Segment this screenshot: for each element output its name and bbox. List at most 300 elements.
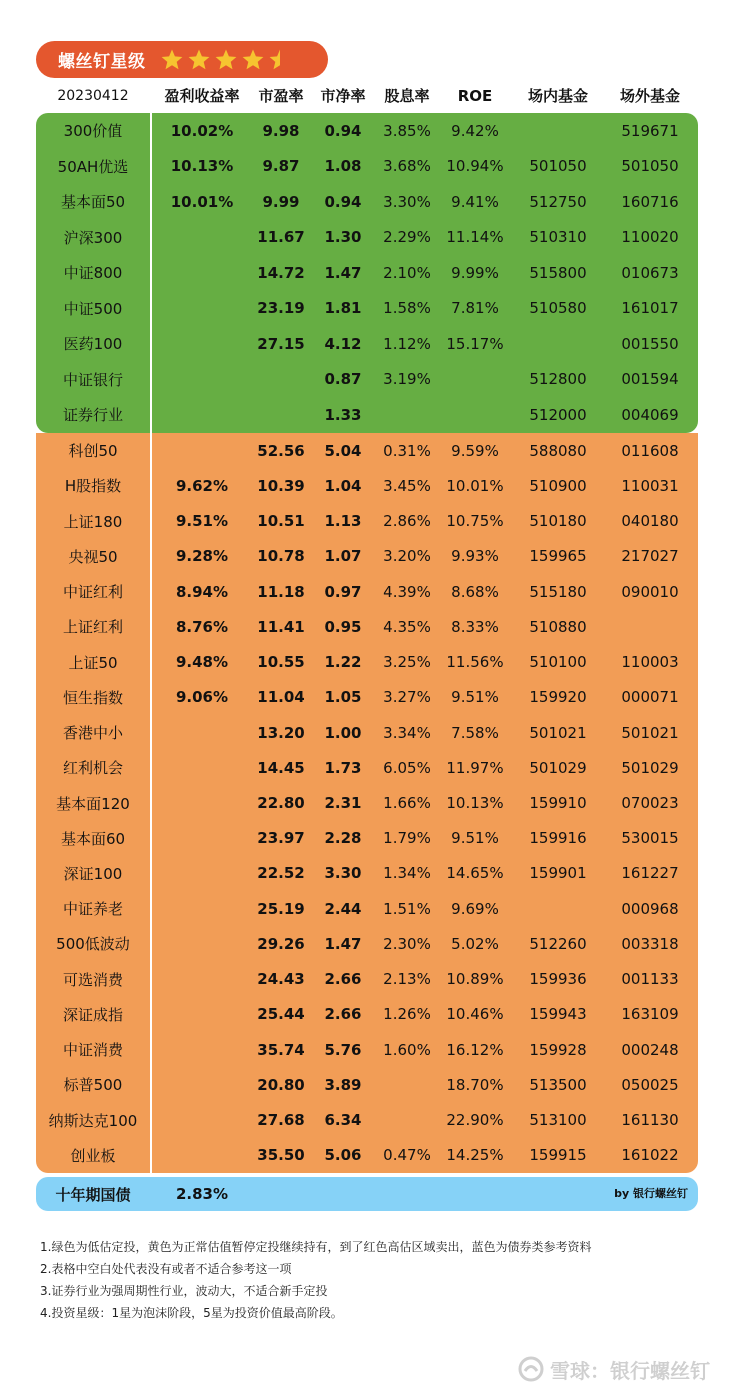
cell-yield: 9.48% xyxy=(175,653,229,672)
table-row xyxy=(36,1067,698,1102)
cell-name: 纳斯达克100 xyxy=(48,1111,138,1130)
cell-roe: 8.68% xyxy=(451,582,499,601)
cell-exchange-fund: 510880 xyxy=(529,617,587,636)
cell-exchange-fund xyxy=(510,326,606,362)
cell-dividend xyxy=(372,397,442,433)
cell-yield xyxy=(150,1103,254,1138)
cell-dividend: 3.68% xyxy=(383,157,431,176)
cell-pb: 0.94 xyxy=(324,192,362,211)
cell-pe: 9.99 xyxy=(262,192,300,211)
cell-otc-fund: 090010 xyxy=(621,582,679,601)
cell-exchange-fund: 159943 xyxy=(529,1005,587,1024)
table-row xyxy=(36,503,698,538)
cell-exchange-fund: 510100 xyxy=(529,653,587,672)
table-row xyxy=(36,1103,698,1138)
cell-pe: 29.26 xyxy=(257,934,305,953)
cell-yield xyxy=(150,997,254,1032)
cell-pb: 2.44 xyxy=(324,899,362,918)
cell-pe: 13.20 xyxy=(257,723,305,742)
cell-dividend: 2.86% xyxy=(383,512,431,531)
table-row xyxy=(36,468,698,503)
cell-pb: 0.87 xyxy=(324,370,362,389)
cell-name: 可选消费 xyxy=(62,970,123,989)
cell-yield xyxy=(150,785,254,820)
cell-name: 中证养老 xyxy=(62,900,123,919)
cell-exchange-fund: 159928 xyxy=(529,1040,587,1059)
header-pe: 市盈率 xyxy=(258,87,304,105)
cell-otc-fund: 001133 xyxy=(621,970,679,989)
cell-roe: 9.69% xyxy=(451,899,499,918)
cell-name: 沪深300 xyxy=(63,228,123,247)
cell-pe: 27.15 xyxy=(257,334,305,353)
cell-pe: 25.44 xyxy=(257,1005,305,1024)
cell-pb: 2.66 xyxy=(324,1005,362,1024)
cell-pe: 35.74 xyxy=(257,1040,305,1059)
cell-pb: 1.81 xyxy=(324,299,362,318)
bond-row xyxy=(36,1177,698,1211)
cell-yield xyxy=(150,255,254,291)
table-row xyxy=(36,856,698,891)
star-full-icon xyxy=(241,48,265,72)
cell-yield: 10.02% xyxy=(170,121,234,140)
cell-pb: 3.30 xyxy=(324,864,362,883)
cell-pe: 35.50 xyxy=(257,1146,305,1165)
cell-name: 50AH优选 xyxy=(57,157,129,176)
cell-otc-fund: 163109 xyxy=(621,1005,679,1024)
cell-otc-fund: 161017 xyxy=(621,299,679,318)
table-row xyxy=(36,644,698,679)
watermark-text: 雪球：银行螺丝钉 xyxy=(550,1358,710,1383)
cell-otc-fund: 040180 xyxy=(621,512,679,531)
cell-pe xyxy=(248,362,314,398)
cell-yield: 8.94% xyxy=(175,582,229,601)
note-1: 1.绿色为低估定投，黄色为正常估值暂停定投继续持有，到了红色高估区域卖出，蓝色为债券类参考资料 xyxy=(40,1240,592,1254)
cell-pb: 0.94 xyxy=(324,121,362,140)
cell-dividend: 1.79% xyxy=(383,829,431,848)
cell-pe: 24.43 xyxy=(257,970,305,989)
cell-yield: 9.28% xyxy=(175,547,229,566)
cell-name: 创业板 xyxy=(70,1146,116,1165)
cell-exchange-fund: 501029 xyxy=(529,758,587,777)
cell-pe: 9.98 xyxy=(262,121,300,140)
cell-roe: 10.13% xyxy=(446,794,504,812)
cell-roe: 7.58% xyxy=(451,723,499,742)
header-roe: ROE xyxy=(457,87,493,105)
table-row xyxy=(36,113,698,149)
header-exchange-fund: 场内基金 xyxy=(527,87,588,105)
table-row xyxy=(36,609,698,644)
cell-pb: 1.47 xyxy=(324,934,362,953)
cell-yield: 9.62% xyxy=(175,476,229,495)
cell-dividend: 3.45% xyxy=(383,476,431,495)
star-full-icon xyxy=(160,48,184,72)
header-yield: 盈利收益率 xyxy=(164,87,240,105)
cell-exchange-fund: 501021 xyxy=(529,723,587,742)
cell-otc-fund: 010673 xyxy=(621,263,679,282)
cell-pe: 9.87 xyxy=(262,157,300,176)
undervalued-group xyxy=(36,113,698,433)
cell-pe: 11.18 xyxy=(257,582,305,601)
table-row xyxy=(36,715,698,750)
cell-otc-fund: 050025 xyxy=(621,1075,679,1094)
cell-pe: 20.80 xyxy=(257,1075,305,1094)
watermark xyxy=(518,1354,710,1384)
cell-exchange-fund: 510180 xyxy=(529,512,587,531)
cell-yield xyxy=(150,433,254,468)
cell-name: 300价值 xyxy=(63,122,123,141)
cell-exchange-fund: 513100 xyxy=(529,1111,587,1130)
cell-dividend: 1.12% xyxy=(383,334,431,353)
cell-name: 上证180 xyxy=(63,512,123,531)
cell-dividend xyxy=(372,1067,442,1102)
cell-name: 上证50 xyxy=(68,653,118,672)
cell-pb: 6.34 xyxy=(324,1111,362,1130)
cell-exchange-fund: 501050 xyxy=(529,157,587,176)
cell-pe: 10.39 xyxy=(257,476,305,495)
cell-roe: 9.59% xyxy=(451,441,499,460)
cell-pe: 22.52 xyxy=(257,864,305,883)
table-header xyxy=(36,84,698,108)
star-full-icon xyxy=(214,48,238,72)
cell-name: 上证红利 xyxy=(62,618,123,637)
cell-pb: 5.04 xyxy=(324,441,362,460)
cell-roe: 9.41% xyxy=(451,192,499,211)
header-date: 20230412 xyxy=(57,88,129,104)
bond-name: 十年期国债 xyxy=(55,1185,131,1204)
cell-otc-fund: 161022 xyxy=(621,1146,679,1165)
cell-exchange-fund: 510900 xyxy=(529,476,587,495)
cell-roe: 10.01% xyxy=(446,476,504,495)
notes xyxy=(40,1236,720,1324)
cell-pb: 0.95 xyxy=(324,617,362,636)
cell-dividend: 2.29% xyxy=(383,228,431,247)
cell-dividend: 2.10% xyxy=(383,263,431,282)
cell-pe: 11.67 xyxy=(257,228,305,247)
cell-pb: 1.07 xyxy=(324,547,362,566)
snowball-icon xyxy=(518,1356,544,1382)
table-row xyxy=(36,1032,698,1067)
cell-exchange-fund: 159965 xyxy=(529,547,587,566)
cell-otc-fund: 000071 xyxy=(621,688,679,707)
cell-yield: 9.06% xyxy=(175,688,229,707)
cell-yield xyxy=(150,821,254,856)
cell-name: 香港中小 xyxy=(62,724,123,743)
cell-dividend: 6.05% xyxy=(383,758,431,777)
cell-roe: 15.17% xyxy=(446,334,504,353)
cell-pb: 1.22 xyxy=(324,653,362,672)
cell-name: 中证消费 xyxy=(62,1041,123,1060)
cell-exchange-fund: 510580 xyxy=(529,299,587,318)
cell-dividend: 3.85% xyxy=(383,121,431,140)
cell-dividend xyxy=(372,1103,442,1138)
cell-yield xyxy=(150,926,254,961)
cell-roe: 9.51% xyxy=(451,829,499,848)
cell-pe: 11.04 xyxy=(257,688,305,707)
cell-name: 中证500 xyxy=(63,299,123,318)
cell-pb: 4.12 xyxy=(324,334,362,353)
cell-pe: 10.51 xyxy=(257,512,305,531)
cell-yield: 8.76% xyxy=(175,617,229,636)
table-row xyxy=(36,680,698,715)
cell-otc-fund: 519671 xyxy=(621,121,679,140)
cell-roe: 10.89% xyxy=(446,970,504,989)
cell-exchange-fund: 588080 xyxy=(529,441,587,460)
cell-otc-fund: 110031 xyxy=(621,476,679,495)
cell-dividend: 2.30% xyxy=(383,934,431,953)
table-row xyxy=(36,821,698,856)
cell-yield: 9.51% xyxy=(175,512,229,531)
table-row xyxy=(36,997,698,1032)
table-row xyxy=(36,326,698,362)
cell-roe: 10.75% xyxy=(446,512,504,531)
cell-dividend: 1.66% xyxy=(383,794,431,812)
cell-dividend: 2.13% xyxy=(383,970,431,989)
cell-roe: 11.97% xyxy=(446,758,504,777)
cell-dividend: 3.25% xyxy=(383,653,431,672)
header-pb: 市净率 xyxy=(320,87,366,105)
cell-dividend: 4.35% xyxy=(383,617,431,636)
normal-valuation-group xyxy=(36,433,698,1173)
cell-pb: 1.33 xyxy=(324,405,362,424)
cell-exchange-fund xyxy=(510,113,606,149)
cell-dividend: 1.51% xyxy=(383,899,431,918)
cell-yield xyxy=(150,220,254,256)
cell-yield xyxy=(150,326,254,362)
bond-yield: 2.83% xyxy=(175,1185,229,1203)
cell-name: 中证银行 xyxy=(62,370,123,389)
cell-dividend: 1.58% xyxy=(383,299,431,318)
table-row xyxy=(36,539,698,574)
cell-name: 红利机会 xyxy=(62,759,123,778)
cell-pb: 1.30 xyxy=(324,228,362,247)
cell-exchange-fund: 159915 xyxy=(529,1146,587,1165)
cell-yield xyxy=(150,397,254,433)
cell-pb: 2.28 xyxy=(324,829,362,848)
cell-yield xyxy=(150,1138,254,1173)
cell-otc-fund: 501029 xyxy=(621,758,679,777)
table-row xyxy=(36,291,698,327)
cell-dividend: 1.26% xyxy=(383,1005,431,1024)
star-rating-badge xyxy=(36,41,328,78)
cell-pe: 25.19 xyxy=(257,899,305,918)
cell-name: 标普500 xyxy=(63,1076,123,1095)
cell-roe: 11.56% xyxy=(446,653,504,672)
cell-roe: 9.42% xyxy=(451,121,499,140)
cell-exchange-fund: 159901 xyxy=(529,864,587,883)
cell-otc-fund: 070023 xyxy=(621,794,679,812)
cell-name: 基本面60 xyxy=(60,829,126,848)
badge-title: 螺丝钉星级 xyxy=(58,52,146,72)
cell-exchange-fund: 159920 xyxy=(529,688,587,707)
cell-otc-fund: 000248 xyxy=(621,1040,679,1059)
cell-exchange-fund: 159916 xyxy=(529,829,587,848)
table-row xyxy=(36,926,698,961)
cell-dividend: 1.60% xyxy=(383,1040,431,1059)
cell-name: 500低波动 xyxy=(56,935,130,954)
cell-dividend: 0.31% xyxy=(383,441,431,460)
table-row xyxy=(36,397,698,433)
cell-yield xyxy=(150,750,254,785)
cell-pe: 10.55 xyxy=(257,653,305,672)
note-2: 2.表格中空白处代表没有或者不适合参考这一项 xyxy=(40,1262,292,1276)
cell-pe: 22.80 xyxy=(257,794,305,812)
cell-otc-fund: 501021 xyxy=(621,723,679,742)
cell-pe: 11.41 xyxy=(257,617,305,636)
cell-roe: 14.65% xyxy=(446,864,504,883)
cell-roe: 14.25% xyxy=(446,1146,504,1165)
cell-pb: 2.31 xyxy=(324,794,362,812)
cell-name: 央视50 xyxy=(68,547,118,566)
table-row xyxy=(36,574,698,609)
cell-name: 基本面120 xyxy=(56,794,130,813)
note-4: 4.投资星级：1星为泡沫阶段，5星为投资价值最高阶段。 xyxy=(40,1306,343,1320)
cell-pb: 1.00 xyxy=(324,723,362,742)
cell-otc-fund: 000968 xyxy=(621,899,679,918)
cell-name: 中证800 xyxy=(63,264,123,283)
table-row xyxy=(36,184,698,220)
cell-roe xyxy=(440,397,510,433)
star-half-icon xyxy=(268,48,292,72)
cell-pb: 1.08 xyxy=(324,157,362,176)
cell-name: 证券行业 xyxy=(62,406,123,425)
cell-otc-fund: 110003 xyxy=(621,653,679,672)
cell-dividend: 3.34% xyxy=(383,723,431,742)
cell-otc-fund: 011608 xyxy=(621,441,679,460)
cell-exchange-fund: 515800 xyxy=(529,263,587,282)
cell-dividend: 0.47% xyxy=(383,1146,431,1165)
cell-exchange-fund: 510310 xyxy=(529,228,587,247)
cell-yield xyxy=(150,715,254,750)
cell-roe: 10.94% xyxy=(446,157,504,176)
cell-roe: 9.99% xyxy=(451,263,499,282)
cell-roe: 22.90% xyxy=(446,1111,504,1130)
cell-dividend: 3.19% xyxy=(383,370,431,389)
cell-exchange-fund: 159936 xyxy=(529,970,587,989)
cell-yield xyxy=(150,1032,254,1067)
table-row xyxy=(36,220,698,256)
cell-name: 基本面50 xyxy=(60,193,126,212)
cell-roe: 7.81% xyxy=(451,299,499,318)
cell-yield xyxy=(150,362,254,398)
cell-pb: 1.04 xyxy=(324,476,362,495)
cell-pb: 5.76 xyxy=(324,1040,362,1059)
cell-roe: 16.12% xyxy=(446,1040,504,1059)
cell-exchange-fund: 515180 xyxy=(529,582,587,601)
cell-pb: 1.05 xyxy=(324,688,362,707)
table-row xyxy=(36,149,698,185)
cell-dividend: 3.30% xyxy=(383,192,431,211)
cell-exchange-fund: 513500 xyxy=(529,1075,587,1094)
cell-exchange-fund xyxy=(510,891,606,926)
cell-name: 深证成指 xyxy=(62,1005,123,1024)
cell-otc-fund: 001550 xyxy=(621,334,679,353)
star-rating xyxy=(160,48,295,72)
cell-exchange-fund: 159910 xyxy=(529,794,587,812)
cell-pe: 27.68 xyxy=(257,1111,305,1130)
star-full-icon xyxy=(187,48,211,72)
cell-otc-fund: 217027 xyxy=(621,547,679,566)
cell-otc-fund: 004069 xyxy=(621,405,679,424)
table-row xyxy=(36,433,698,468)
table-row xyxy=(36,255,698,291)
cell-yield xyxy=(150,962,254,997)
cell-name: 科创50 xyxy=(68,442,118,461)
cell-exchange-fund: 512260 xyxy=(529,934,587,953)
cell-exchange-fund: 512750 xyxy=(529,192,587,211)
table-row xyxy=(36,750,698,785)
cell-otc-fund: 161227 xyxy=(621,864,679,883)
table-row xyxy=(36,1138,698,1173)
table-row xyxy=(36,891,698,926)
table-row xyxy=(36,785,698,820)
cell-name: 中证红利 xyxy=(62,583,123,602)
cell-pe: 10.78 xyxy=(257,547,305,566)
cell-roe: 18.70% xyxy=(446,1075,504,1094)
note-3: 3.证券行业为强周期性行业，波动大，不适合新手定投 xyxy=(40,1284,328,1298)
cell-otc-fund: 110020 xyxy=(621,228,679,247)
cell-otc-fund: 003318 xyxy=(621,934,679,953)
header-otc-fund: 场外基金 xyxy=(619,87,680,105)
cell-dividend: 1.34% xyxy=(383,864,431,883)
cell-pb: 5.06 xyxy=(324,1146,362,1165)
cell-dividend: 3.20% xyxy=(383,547,431,566)
cell-pe: 14.72 xyxy=(257,263,305,282)
cell-name: 深证100 xyxy=(63,864,123,883)
cell-pb: 1.47 xyxy=(324,263,362,282)
cell-pe: 14.45 xyxy=(257,758,305,777)
cell-dividend: 4.39% xyxy=(383,582,431,601)
cell-pb: 1.73 xyxy=(324,758,362,777)
cell-pe xyxy=(248,397,314,433)
author-credit: by 银行螺丝钉 xyxy=(614,1187,688,1200)
cell-roe: 8.33% xyxy=(451,617,499,636)
cell-roe: 11.14% xyxy=(446,228,504,247)
cell-otc-fund: 160716 xyxy=(621,192,679,211)
cell-yield xyxy=(150,891,254,926)
table-row xyxy=(36,362,698,398)
cell-name: 医药100 xyxy=(63,335,123,354)
cell-roe: 9.51% xyxy=(451,688,499,707)
cell-yield xyxy=(150,856,254,891)
cell-name: 恒生指数 xyxy=(62,688,123,707)
cell-yield xyxy=(150,291,254,327)
cell-yield xyxy=(150,1067,254,1102)
cell-name: H股指数 xyxy=(64,477,122,496)
cell-otc-fund: 501050 xyxy=(621,157,679,176)
cell-roe: 5.02% xyxy=(451,934,499,953)
cell-pb: 1.13 xyxy=(324,512,362,531)
cell-exchange-fund: 512000 xyxy=(529,405,587,424)
header-dividend: 股息率 xyxy=(384,87,430,105)
cell-otc-fund: 001594 xyxy=(621,370,679,389)
cell-pb: 0.97 xyxy=(324,582,362,601)
table-row xyxy=(36,962,698,997)
cell-yield: 10.01% xyxy=(170,192,234,211)
cell-pb: 2.66 xyxy=(324,970,362,989)
cell-pe: 23.97 xyxy=(257,829,305,848)
cell-pe: 23.19 xyxy=(257,299,305,318)
cell-roe: 10.46% xyxy=(446,1005,504,1024)
cell-dividend: 3.27% xyxy=(383,688,431,707)
cell-pe: 52.56 xyxy=(257,441,305,460)
cell-exchange-fund: 512800 xyxy=(529,370,587,389)
cell-otc-fund xyxy=(602,609,698,644)
cell-otc-fund: 161130 xyxy=(621,1111,679,1130)
cell-roe: 9.93% xyxy=(451,547,499,566)
cell-otc-fund: 530015 xyxy=(621,829,679,848)
cell-yield: 10.13% xyxy=(170,157,234,176)
cell-pb: 3.89 xyxy=(324,1075,362,1094)
